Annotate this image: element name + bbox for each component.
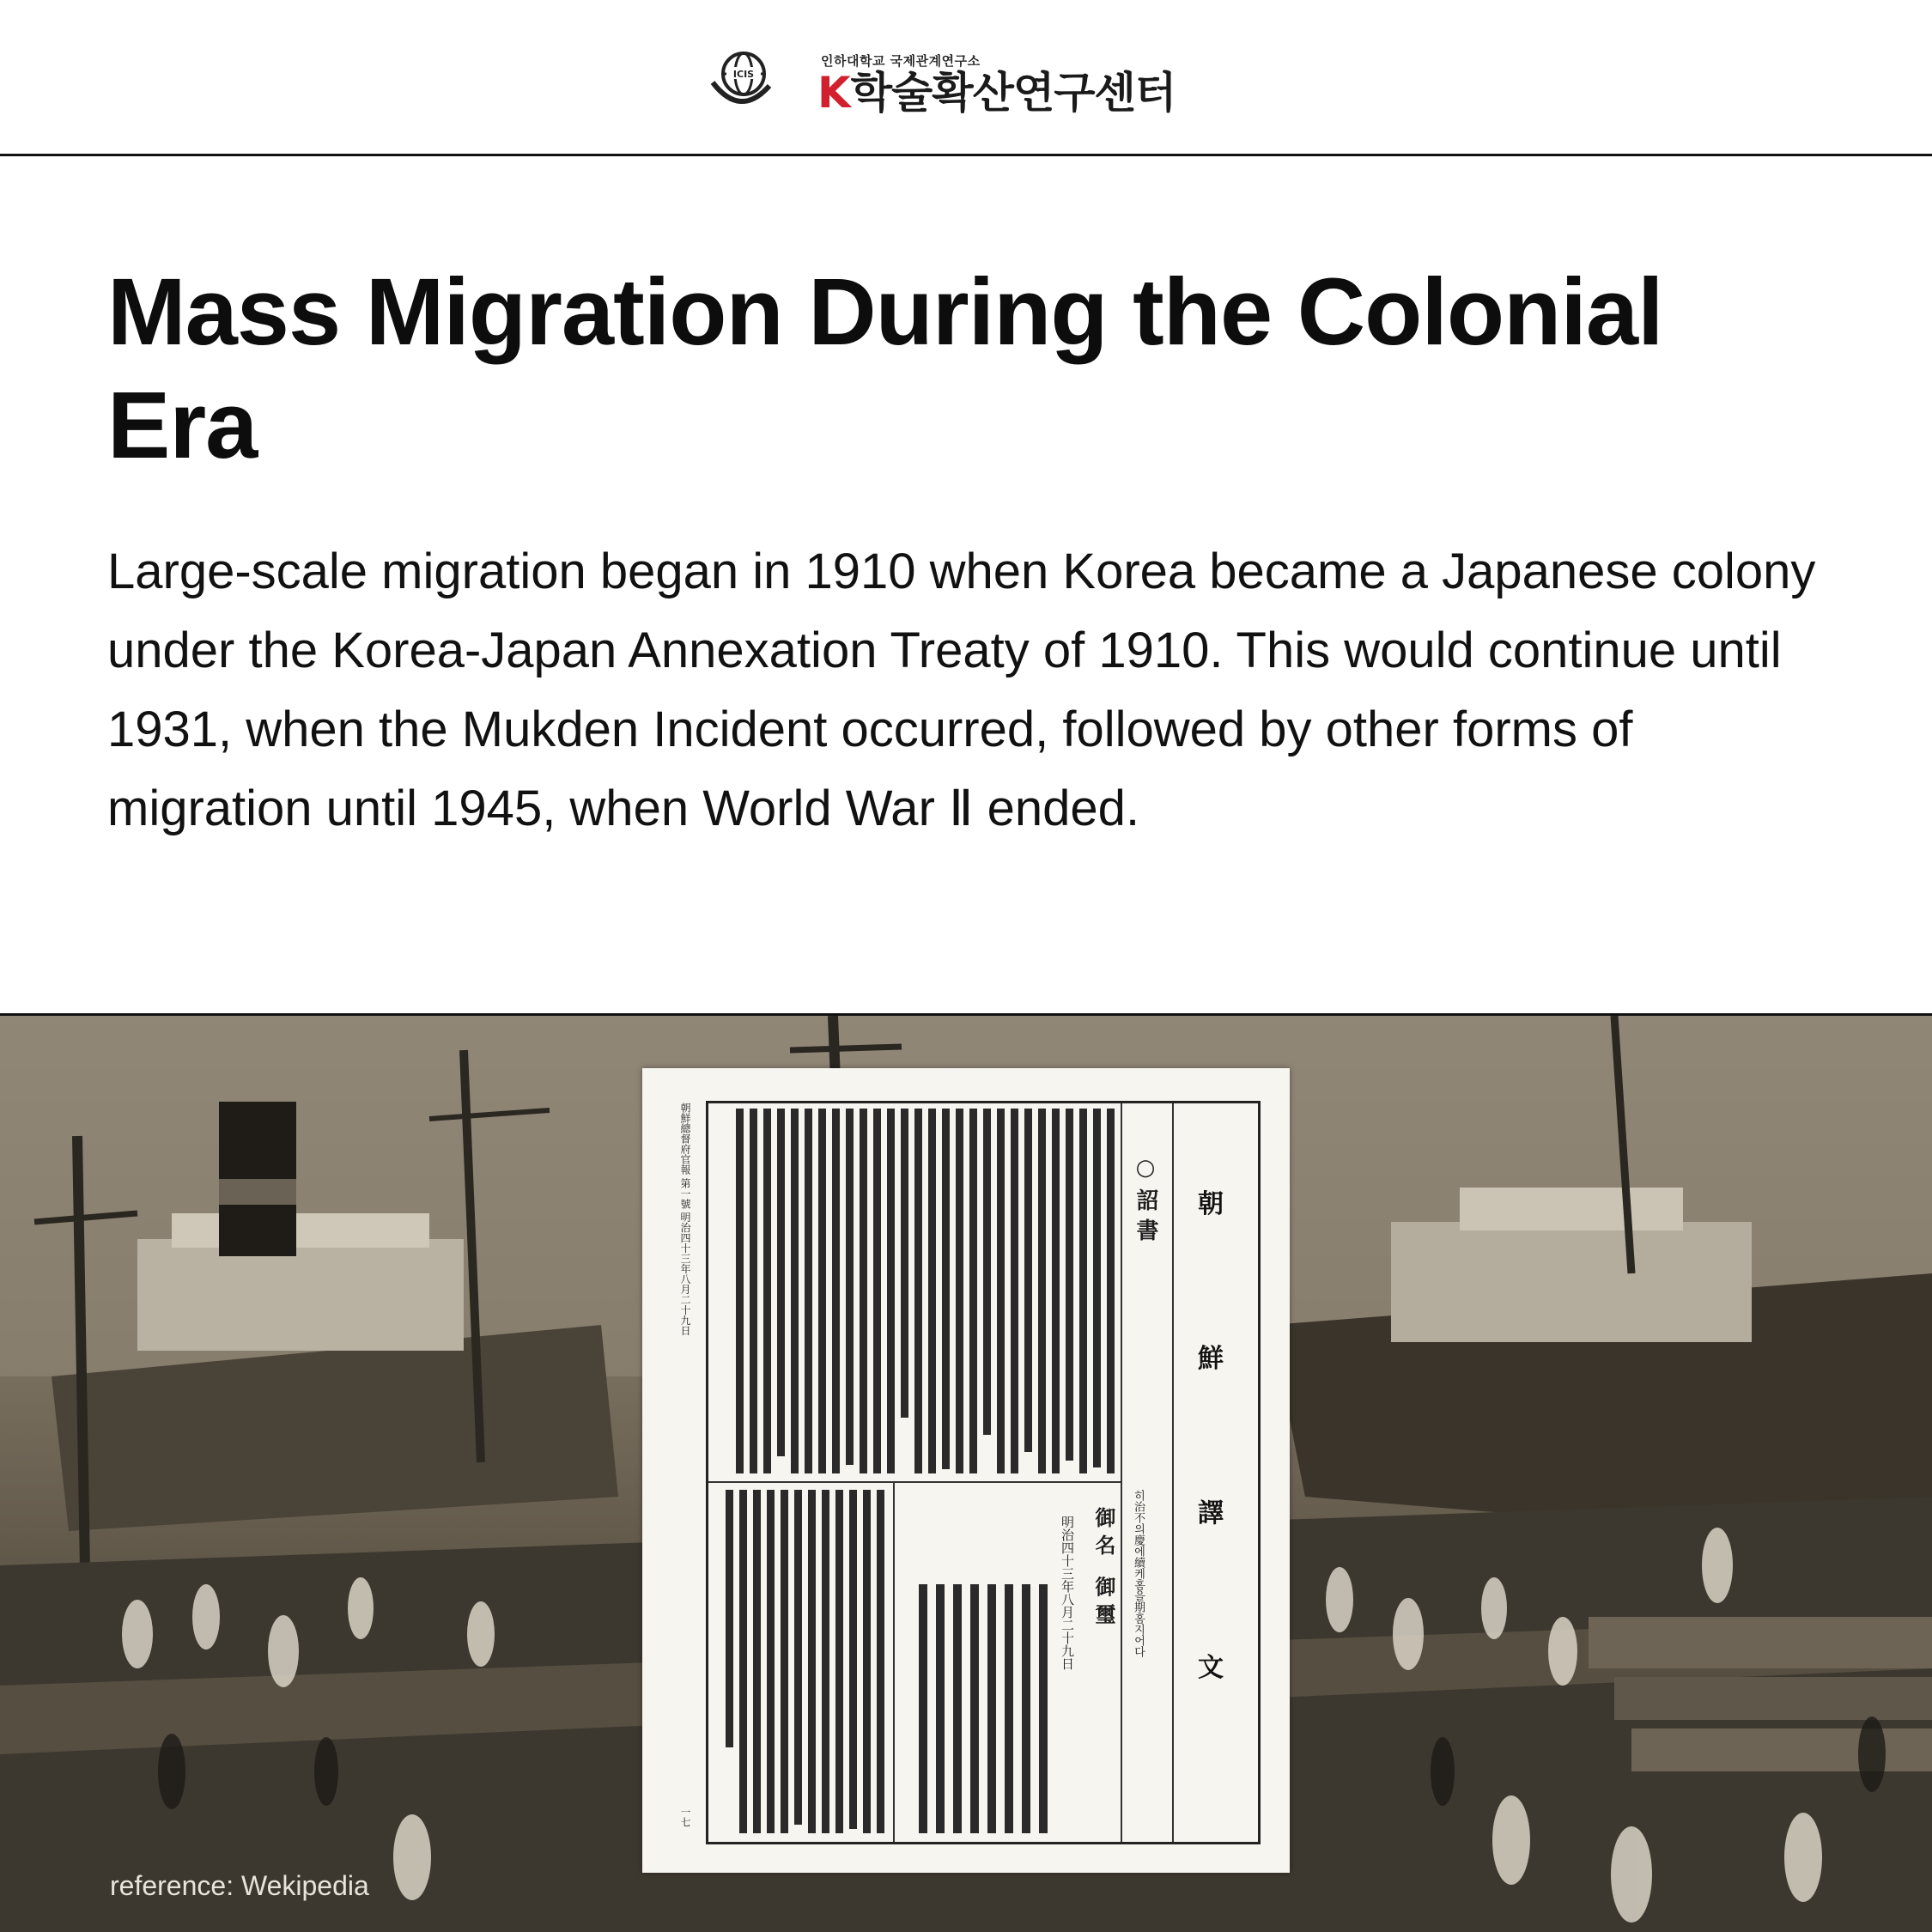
logo-title-rest: 학술확산연구센터 bbox=[850, 68, 1176, 118]
logo-title bbox=[817, 67, 1176, 118]
document-page-number: 一七 bbox=[679, 1807, 691, 1827]
document-heading-char-2: 鮮 bbox=[1198, 1344, 1224, 1374]
globe-logo-icon bbox=[709, 48, 771, 113]
document-date: 明治四十三年八月二十九日 bbox=[1060, 1516, 1075, 1670]
document-margin-note: 朝鮮總督府官報 第一號 明治四十三年八月二十九日 bbox=[679, 1103, 691, 1336]
document-divider-right bbox=[1121, 1103, 1122, 1842]
document-heading-char-1: 朝 bbox=[1198, 1189, 1224, 1219]
svg-text:ICIS: ICIS bbox=[732, 69, 755, 80]
logo-subtitle: 인하대학교 국제관계연구소 bbox=[821, 53, 981, 69]
document-imperial-seal: 御名 御璽 bbox=[1091, 1507, 1116, 1631]
page-title: Mass Migration During the Colonial Era bbox=[107, 259, 1663, 478]
logo[interactable] bbox=[709, 48, 1242, 125]
document-divider-horizontal bbox=[708, 1481, 1121, 1483]
header-divider bbox=[0, 154, 1932, 156]
logo-title-k: K bbox=[817, 68, 851, 118]
body-paragraph: Large-scale migration began in 1910 when Korea became a Japanese colony under the Korea-Japan Annexation Treaty of 1910. This would continue until 1931, when the Mukden Incident occurred, followed by other forms of migration until 1945, when World War Ⅱ ended. bbox=[107, 544, 1816, 836]
harbor-photo bbox=[0, 1016, 1932, 1932]
document-heading-char-3: 譯 bbox=[1198, 1498, 1224, 1528]
document-upper-text-columns bbox=[712, 1109, 1119, 1478]
document-section-mark: ○ 詔 書 bbox=[1133, 1155, 1158, 1242]
treaty-document-image bbox=[642, 1068, 1290, 1873]
document-top-right-note: 히治不의慶에續케홈을期홈지어다 bbox=[1132, 1490, 1145, 1657]
document-heading-char-4: 文 bbox=[1198, 1653, 1224, 1683]
document-frame bbox=[706, 1101, 1261, 1844]
document-lower-left-text-columns bbox=[714, 1490, 890, 1838]
document-divider-heading bbox=[1172, 1103, 1174, 1842]
document-minister-list bbox=[902, 1584, 1056, 1838]
photo-reference: reference: Wekipedia bbox=[110, 1870, 369, 1901]
document-divider-lower bbox=[893, 1483, 895, 1842]
header bbox=[0, 0, 1932, 156]
